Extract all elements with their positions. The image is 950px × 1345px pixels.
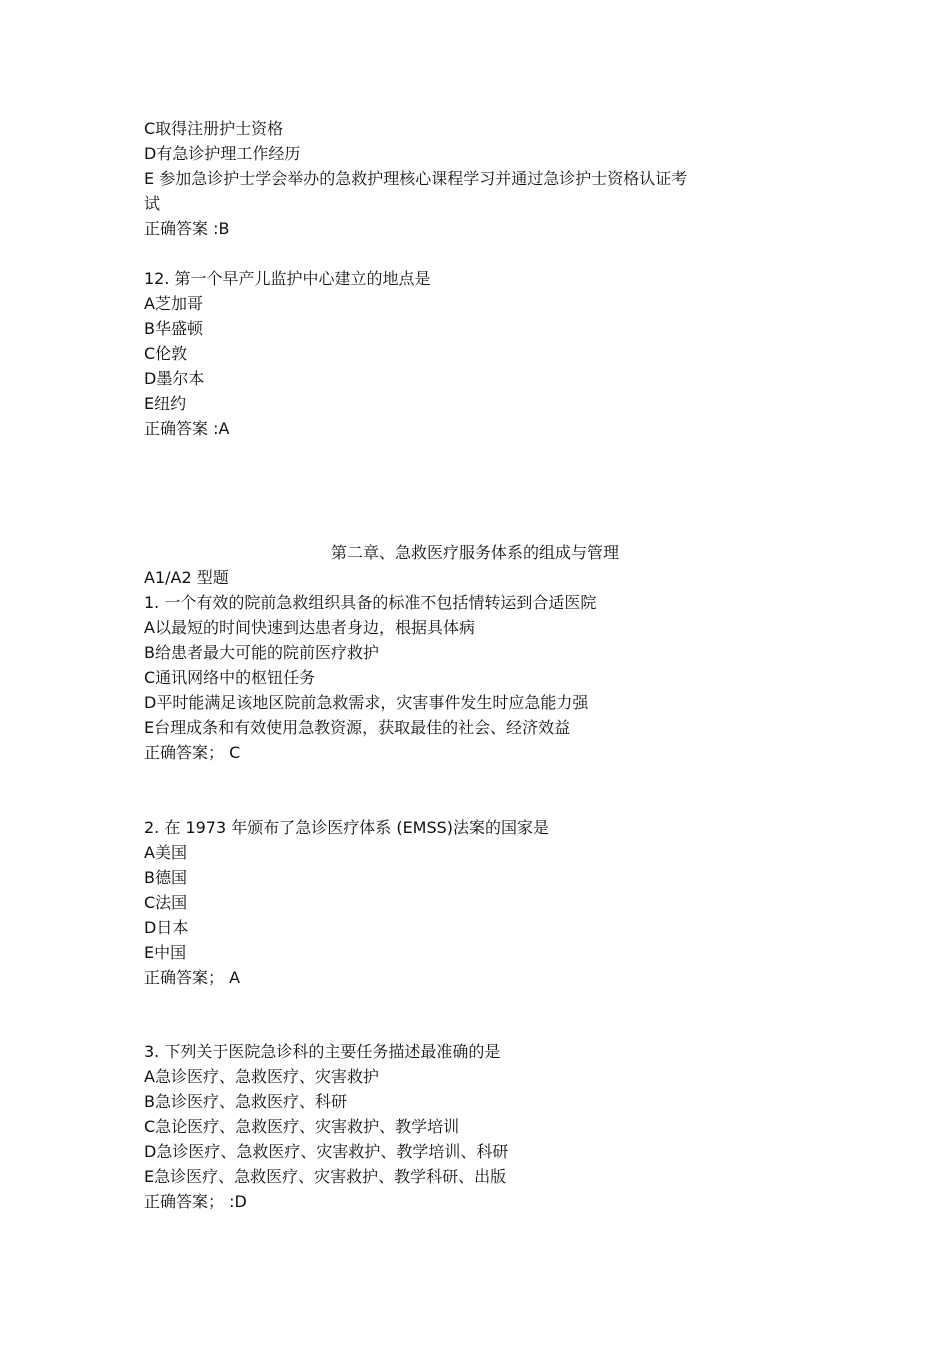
c2-q1-answer: 正确答案； C bbox=[144, 743, 241, 762]
c2-q3-option-c: C急论医疗、急救医疗、灾害救护、教学培训 bbox=[144, 1117, 460, 1136]
c2-q3-option-d: D急诊医疗、急救医疗、灾害救护、教学培训、科研 bbox=[144, 1142, 509, 1161]
c2-q2-option-e: E中国 bbox=[144, 943, 187, 962]
c2-q3-option-e: E急诊医疗、急救医疗、灾害救护、教学科研、出版 bbox=[144, 1167, 507, 1186]
c2-q1-question: 1. 一个有效的院前急救组织具备的标准不包括情转运到合适医院 bbox=[144, 593, 597, 612]
c2-q2-option-d: D日本 bbox=[144, 918, 189, 937]
c2-q2-option-c: C法国 bbox=[144, 893, 188, 912]
q12-question: 12. 第一个早产儿监护中心建立的地点是 bbox=[144, 269, 431, 288]
c2-q1-option-c: C通讯网络中的枢钮任务 bbox=[144, 668, 316, 687]
q11-option-d: D有急诊护理工作经历 bbox=[144, 144, 301, 163]
c2-q2-option-b: B德国 bbox=[144, 868, 187, 887]
q12-option-e: E纽约 bbox=[144, 394, 187, 413]
c2-q3-answer: 正确答案； :D bbox=[144, 1192, 247, 1211]
section-label: A1/A2 型题 bbox=[144, 568, 229, 587]
c2-q3-question: 3. 下列关于医院急诊科的主要任务描述最准确的是 bbox=[144, 1042, 501, 1061]
q11-option-e-continued: 试 bbox=[144, 194, 161, 213]
q12-option-c: C伦敦 bbox=[144, 344, 188, 363]
c2-q1-option-d: D平时能满足该地区院前急救需求，灾害事件发生时应急能力强 bbox=[144, 693, 589, 712]
c2-q2-option-a: A美国 bbox=[144, 843, 187, 862]
q12-option-d: D墨尔本 bbox=[144, 369, 205, 388]
q11-option-e: E 参加急诊护士学会举办的急救护理核心课程学习并通过急诊护士资格认证考 bbox=[144, 169, 688, 188]
chapter-title: 第二章、急救医疗服务体系的组成与管理 bbox=[330, 543, 619, 562]
c2-q3-option-b: B急诊医疗、急救医疗、科研 bbox=[144, 1092, 347, 1111]
c2-q1-option-e: E台理成条和有效使用急教资源，获取最佳的社会、经济效益 bbox=[144, 718, 571, 737]
c2-q3-option-a: A急诊医疗、急救医疗、灾害救护 bbox=[144, 1067, 379, 1086]
q12-option-a: A芝加哥 bbox=[144, 294, 203, 313]
q12-option-b: B华盛顿 bbox=[144, 319, 203, 338]
q12-answer: 正确答案 :A bbox=[144, 419, 230, 438]
q11-answer: 正确答案 :B bbox=[144, 219, 230, 238]
c2-q2-answer: 正确答案； A bbox=[144, 968, 241, 987]
c2-q2-question: 2. 在 1973 年颁布了急诊医疗体系 (EMSS)法案的国家是 bbox=[144, 818, 550, 837]
c2-q1-option-a: A以最短的时间快速到达患者身边，根据具体病 bbox=[144, 618, 475, 637]
c2-q1-option-b: B给患者最大可能的院前医疗救护 bbox=[144, 643, 379, 662]
q11-option-c: C取得注册护士资格 bbox=[144, 119, 284, 138]
